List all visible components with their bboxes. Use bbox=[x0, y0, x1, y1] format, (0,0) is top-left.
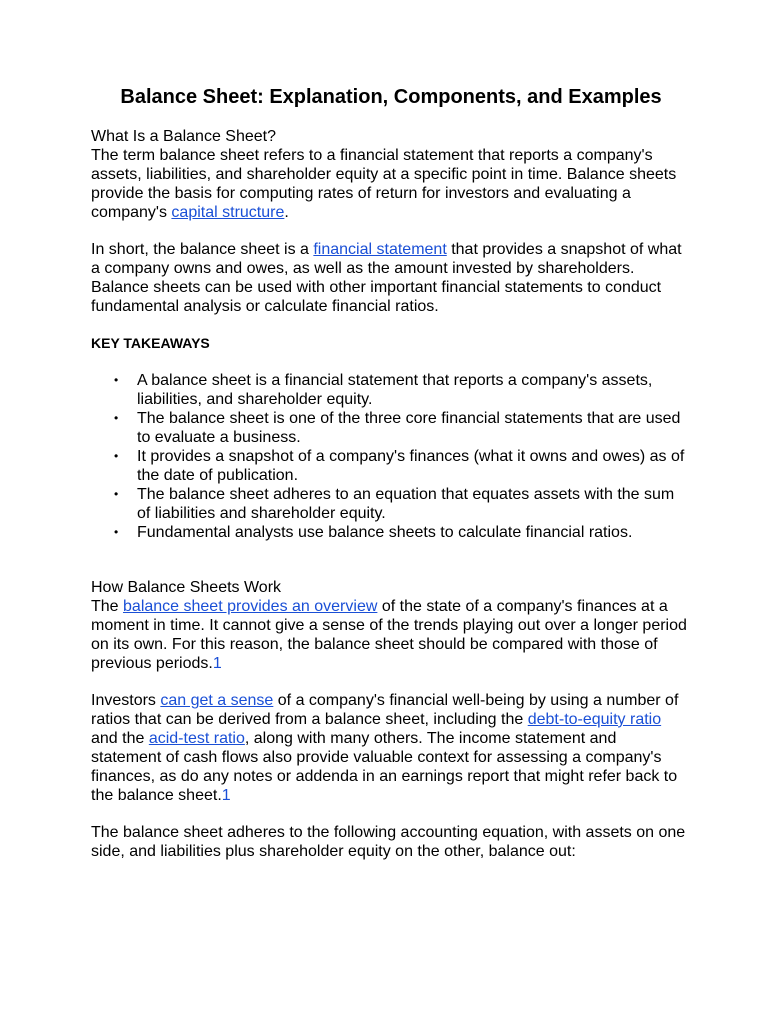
link-get-a-sense[interactable]: can get a sense bbox=[160, 692, 274, 709]
bullet-icon: • bbox=[114, 487, 119, 501]
reference-marker[interactable]: 1 bbox=[221, 787, 231, 804]
list-item-text: The balance sheet adheres to an equation that equates assets with the sum of liabilities and shareholder equity. bbox=[137, 486, 675, 522]
paragraph-text: , along with many others. The income statement and statement of cash flows also provide valuable context for assessing a company's finances, as do any notes or addenda in an earnings report that might refer back to the balance sheet. bbox=[91, 730, 678, 804]
paragraph-investors bbox=[91, 691, 691, 805]
list-item-text: The balance sheet is one of the three core financial statements that are used to evaluate a business. bbox=[137, 410, 681, 446]
paragraph-end: . bbox=[284, 204, 289, 221]
list-item-text: Fundamental analysts use balance sheets to calculate financial ratios. bbox=[137, 524, 633, 541]
paragraph-definition bbox=[91, 146, 691, 222]
paragraph-mid: of a company's financial well-being by using a number of ratios that can be derived from a balance sheet, including the bbox=[91, 692, 679, 728]
list-item bbox=[114, 485, 691, 523]
paragraph-start: The bbox=[91, 598, 124, 615]
paragraph-text: of the state of a company's finances at a moment in time. It cannot give a sense of the trends playing out over a longer period on its own. For this reason, the balance sheet should be compared with those of previous periods. bbox=[91, 598, 687, 672]
list-item bbox=[114, 447, 691, 485]
bullet-icon: • bbox=[114, 525, 119, 539]
paragraph-in-short bbox=[91, 240, 691, 316]
section-heading-how-it-works: How Balance Sheets Work bbox=[91, 579, 282, 596]
list-item bbox=[114, 409, 691, 447]
link-capital-structure[interactable]: capital structure bbox=[171, 204, 285, 221]
key-takeaways-list bbox=[91, 371, 691, 542]
paragraph-text: that provides a snapshot of what a company owns and owes, as well as the amount invested by shareholders. Balance sheets can be used with other important financial statements to conduct fundamental analysis or calculate financial ratios. bbox=[91, 241, 682, 315]
paragraph-text: The term balance sheet refers to a financial statement that reports a company's assets, liabilities, and shareholder equity at a specific point in time. Balance sheets provide the basis for computing rates of return for investors and evaluating a company's bbox=[91, 147, 677, 221]
paragraph-start: In short, the balance sheet is a bbox=[91, 241, 314, 258]
page-title: Balance Sheet: Explanation, Components, and Examples bbox=[120, 86, 662, 108]
link-balance-sheet-overview[interactable]: balance sheet provides an overview bbox=[123, 598, 378, 615]
link-acid-test[interactable]: acid-test ratio bbox=[148, 730, 245, 747]
list-item-text: It provides a snapshot of a company's finances (what it owns and owes) as of the date of publication. bbox=[137, 448, 685, 484]
link-debt-to-equity[interactable]: debt-to-equity ratio bbox=[527, 711, 662, 728]
paragraph-equation-intro: The balance sheet adheres to the following accounting equation, with assets on one side, and liabilities plus shareholder equity on the other, balance out: bbox=[91, 824, 686, 860]
list-item bbox=[114, 523, 691, 542]
reference-marker[interactable]: 1 bbox=[212, 655, 222, 672]
link-financial-statement[interactable]: financial statement bbox=[313, 241, 447, 258]
bullet-icon: • bbox=[114, 373, 119, 387]
bullet-icon: • bbox=[114, 449, 119, 463]
key-takeaways-label: KEY TAKEAWAYS bbox=[91, 335, 210, 351]
bullet-icon: • bbox=[114, 411, 119, 425]
section-heading-what-is: What Is a Balance Sheet? bbox=[91, 128, 276, 145]
paragraph-mid: and the bbox=[91, 730, 149, 747]
list-item bbox=[114, 371, 691, 409]
paragraph-start: Investors bbox=[91, 692, 161, 709]
list-item-text: A balance sheet is a financial statement that reports a company's assets, liabilities, and shareholder equity. bbox=[137, 372, 653, 408]
document-page bbox=[91, 84, 691, 861]
paragraph-overview bbox=[91, 597, 691, 673]
